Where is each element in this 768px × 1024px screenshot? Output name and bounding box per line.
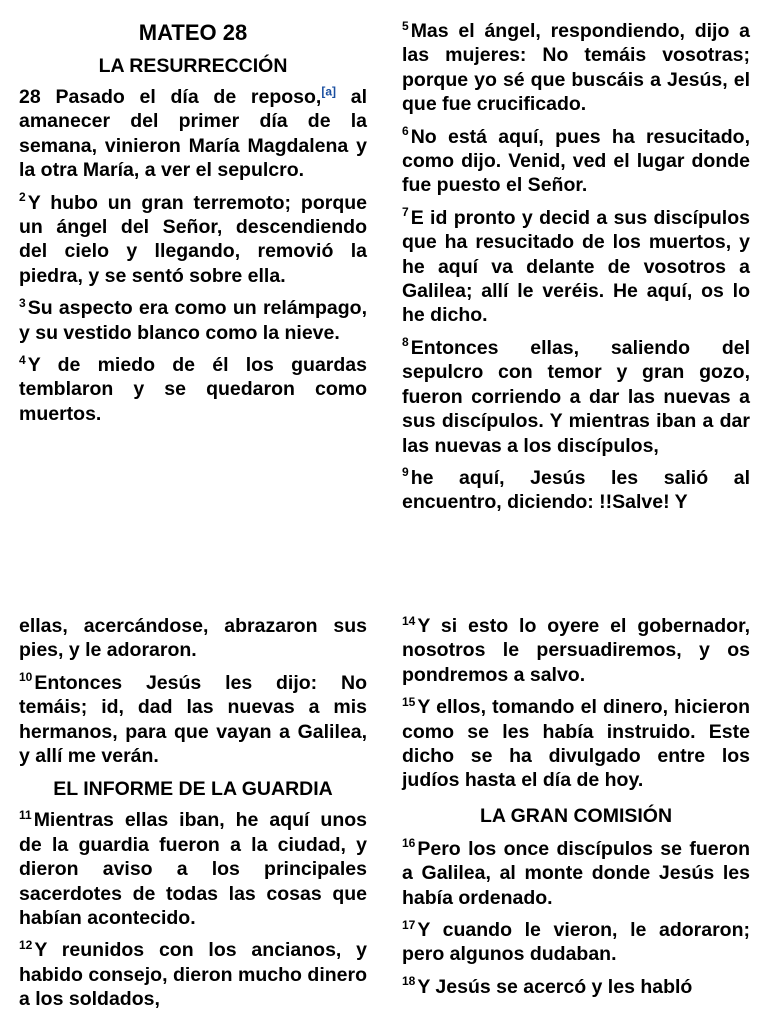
column-bottom-left xyxy=(19,614,367,1012)
verse-1 xyxy=(19,85,367,183)
verse-number: 2 xyxy=(19,190,26,205)
verse-7 xyxy=(402,206,750,328)
verse-16 xyxy=(402,837,750,910)
verse-text: Entonces ellas, saliendo del sepulcro con temor y gran gozo, fueron corriendo a dar las nuevas a sus discípulos. Y mientras iban a dar las nuevas a los discípulos, xyxy=(402,336,750,457)
verse-text: al amanecer del primer día de la semana, vinieron María Magdalena y la otra María, a ver el sepulcro. xyxy=(19,86,367,182)
verse-text: ellas, acercándose, abrazaron sus pies, y le adoraron. xyxy=(19,615,367,662)
verse-number: 10 xyxy=(19,670,33,685)
verse-text: Pero los once discípulos se fueron a Galilea, al monte donde Jesús les había ordenado. xyxy=(402,837,750,909)
verse-text: Y cuando le vieron, le adoraron; pero algunos dudaban. xyxy=(402,919,750,966)
verse-11 xyxy=(19,808,367,930)
verse-text: No está aquí, pues ha resucitado, como dijo. Venid, ved el lugar donde fue puesto el Señor. xyxy=(402,125,750,197)
verse-number: 7 xyxy=(402,205,409,220)
section-heading-comision: LA GRAN COMISIÓN xyxy=(479,804,673,827)
verse-text: Y hubo un gran terremoto; porque un ángel del Señor, descendiendo del cielo y llegando, removió la piedra, y se sentó sobre ella. xyxy=(19,191,367,287)
verse-10 xyxy=(19,671,367,769)
verse-text: Pasado el día de reposo, xyxy=(55,86,322,108)
verse-text: Su aspecto era como un relámpago, y su vestido blanco como la nieve. xyxy=(19,297,367,344)
verse-6 xyxy=(402,125,750,198)
verse-text: Y si esto lo oyere el gobernador, nosotros le persuadiremos, y os pondremos a salvo. xyxy=(402,615,750,686)
verse-number: 4 xyxy=(19,352,26,367)
verse-number: 15 xyxy=(402,694,416,709)
verse-number: 18 xyxy=(402,974,416,989)
column-bottom-right xyxy=(402,614,750,999)
verse-3 xyxy=(19,296,367,345)
footnote-link[interactable]: [a] xyxy=(321,84,336,99)
column-top-left xyxy=(19,19,367,434)
chapter-title: MATEO 28 xyxy=(138,20,248,45)
verse-number: 12 xyxy=(19,937,33,952)
verse-text: he aquí, Jesús les salió al encuentro, diciendo: !!Salve! Y xyxy=(402,466,750,514)
verse-number: 14 xyxy=(402,613,416,628)
verse-number: 17 xyxy=(402,917,416,932)
verse-number: 9 xyxy=(402,465,409,480)
verse-text: Y de miedo de él los guardas temblaron y se quedaron como muertos. xyxy=(19,354,367,425)
verse-9 xyxy=(402,466,750,515)
verse-text: Mientras ellas iban, he aquí unos de la guardia fueron a la ciudad, y dieron aviso a los principales sacerdotes de todas las cosas que habían acontecido. xyxy=(19,809,367,930)
verse-8 xyxy=(402,336,750,458)
verse-17 xyxy=(402,918,750,967)
verse-text: E id pronto y decid a sus discípulos que ha resucitado de los muertos, y he aquí va delante de vosotros a Galilea; allí le veréis. He aquí, os lo he dicho. xyxy=(402,206,750,327)
verse-4 xyxy=(19,353,367,426)
column-top-right xyxy=(402,19,750,515)
verse-number: 5 xyxy=(402,18,409,33)
verse-number: 16 xyxy=(402,836,416,851)
verse-number: 11 xyxy=(19,807,32,822)
verse-number: 6 xyxy=(402,124,409,139)
section-heading-resurreccion: LA RESURRECCIÓN xyxy=(98,55,288,77)
verse-9-continued xyxy=(19,614,367,663)
chapter-number: 28 xyxy=(19,86,41,108)
verse-text: Mas el ángel, respondiendo, dijo a las mujeres: No temáis vosotras; porque yo sé que buscáis a Jesús, el que fue crucificado. xyxy=(402,20,750,116)
verse-5 xyxy=(402,19,750,117)
verse-number: 3 xyxy=(19,295,26,310)
verse-14 xyxy=(402,614,750,687)
verse-text: Y Jesús se acercó y les habló xyxy=(417,975,693,998)
section-heading-informe: EL INFORME DE LA GUARDIA xyxy=(53,778,333,801)
verse-2 xyxy=(19,191,367,289)
verse-text: Y reunidos con los ancianos, y habido consejo, dieron mucho dinero a los soldados, xyxy=(19,939,367,1011)
verse-number: 8 xyxy=(402,335,409,350)
verse-12 xyxy=(19,938,367,1011)
verse-18 xyxy=(402,975,750,999)
verse-text: Y ellos, tomando el dinero, hicieron como se les había instruido. Este dicho se ha divulgado entre los judíos hasta el día de hoy. xyxy=(402,696,750,792)
verse-15 xyxy=(402,695,750,793)
verse-text: Entonces Jesús les dijo: No temáis; id, dad las nuevas a mis hermanos, para que vayan a Galilea, y allí me verán. xyxy=(19,671,367,768)
